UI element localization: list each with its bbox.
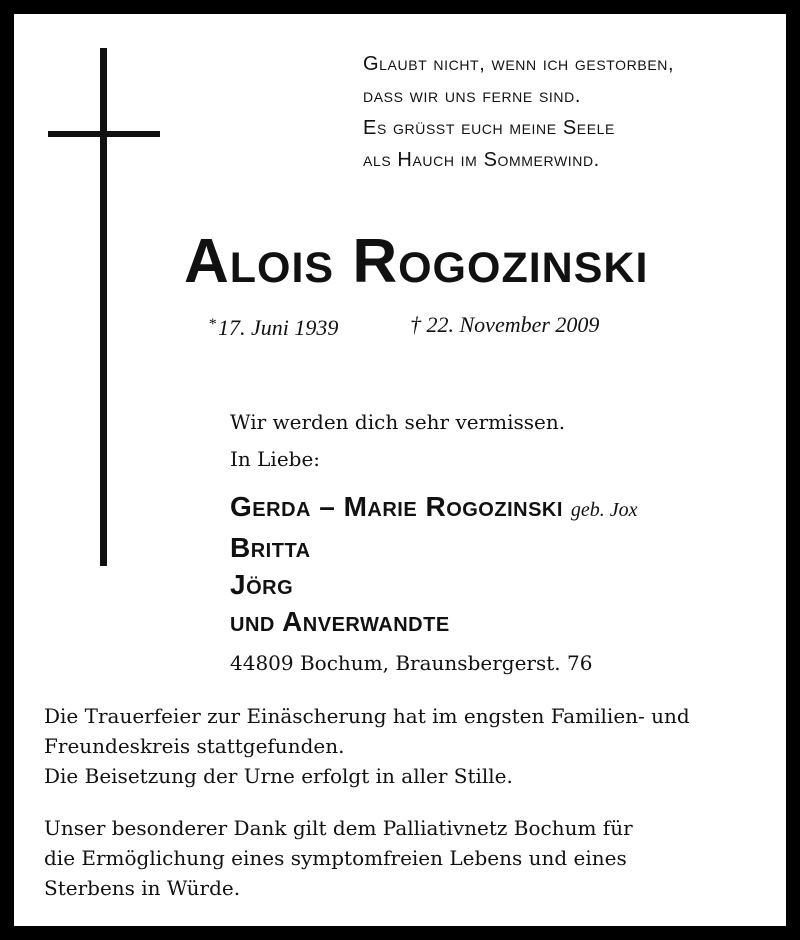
- birth-date: 17. Juni 1939: [218, 315, 339, 340]
- notice-line: Freundeskreis stattgefunden.: [44, 734, 345, 758]
- ceremony-notice: [44, 701, 690, 791]
- cross-vertical-bar: [100, 48, 107, 566]
- notice-line: Unser besonderer Dank gilt dem Palliativnetz Bochum für: [44, 816, 633, 840]
- death-date-line: [410, 310, 599, 340]
- mourners-intro: Wir werden dich sehr vermissen.: [230, 410, 566, 434]
- notice-line: Die Trauerfeier zur Einäscherung hat im engsten Familien- und: [44, 704, 690, 728]
- death-date: 22. November 2009: [426, 312, 600, 337]
- notice-line: Die Beisetzung der Urne erfolgt in aller Stille.: [44, 764, 513, 788]
- poem: [363, 48, 674, 176]
- birth-symbol: *: [208, 316, 216, 333]
- obituary-notice: [14, 14, 786, 926]
- maiden-name-note: geb. Jox: [570, 499, 638, 521]
- mourner-names: [230, 488, 638, 640]
- death-symbol: †: [410, 312, 421, 337]
- in-love-label: In Liebe:: [230, 447, 321, 471]
- poem-line: dass wir uns ferne sind.: [363, 85, 581, 107]
- mourner-name: Jörg: [230, 569, 294, 600]
- mourner-name: und Anverwandte: [230, 606, 450, 637]
- poem-line: Es grüsst euch meine Seele: [363, 117, 615, 139]
- poem-line: Glaubt nicht, wenn ich gestorben,: [363, 53, 675, 75]
- deceased-name: Alois Rogozinski: [184, 227, 649, 296]
- notice-line: Sterbens in Würde.: [44, 876, 241, 900]
- thanks-notice: [44, 813, 633, 903]
- mourners-address: 44809 Bochum, Braunsbergerst. 76: [230, 651, 593, 675]
- mourner-name: Britta: [230, 532, 311, 563]
- cross-horizontal-bar: [48, 131, 160, 137]
- notice-line: die Ermöglichung eines symptomfreien Lebens und eines: [44, 846, 627, 870]
- poem-line: als Hauch im Sommerwind.: [363, 149, 600, 171]
- mourner-name: Gerda – Marie Rogozinski: [230, 491, 563, 522]
- birth-date-line: [208, 310, 338, 343]
- mourner-name-row: [230, 488, 638, 529]
